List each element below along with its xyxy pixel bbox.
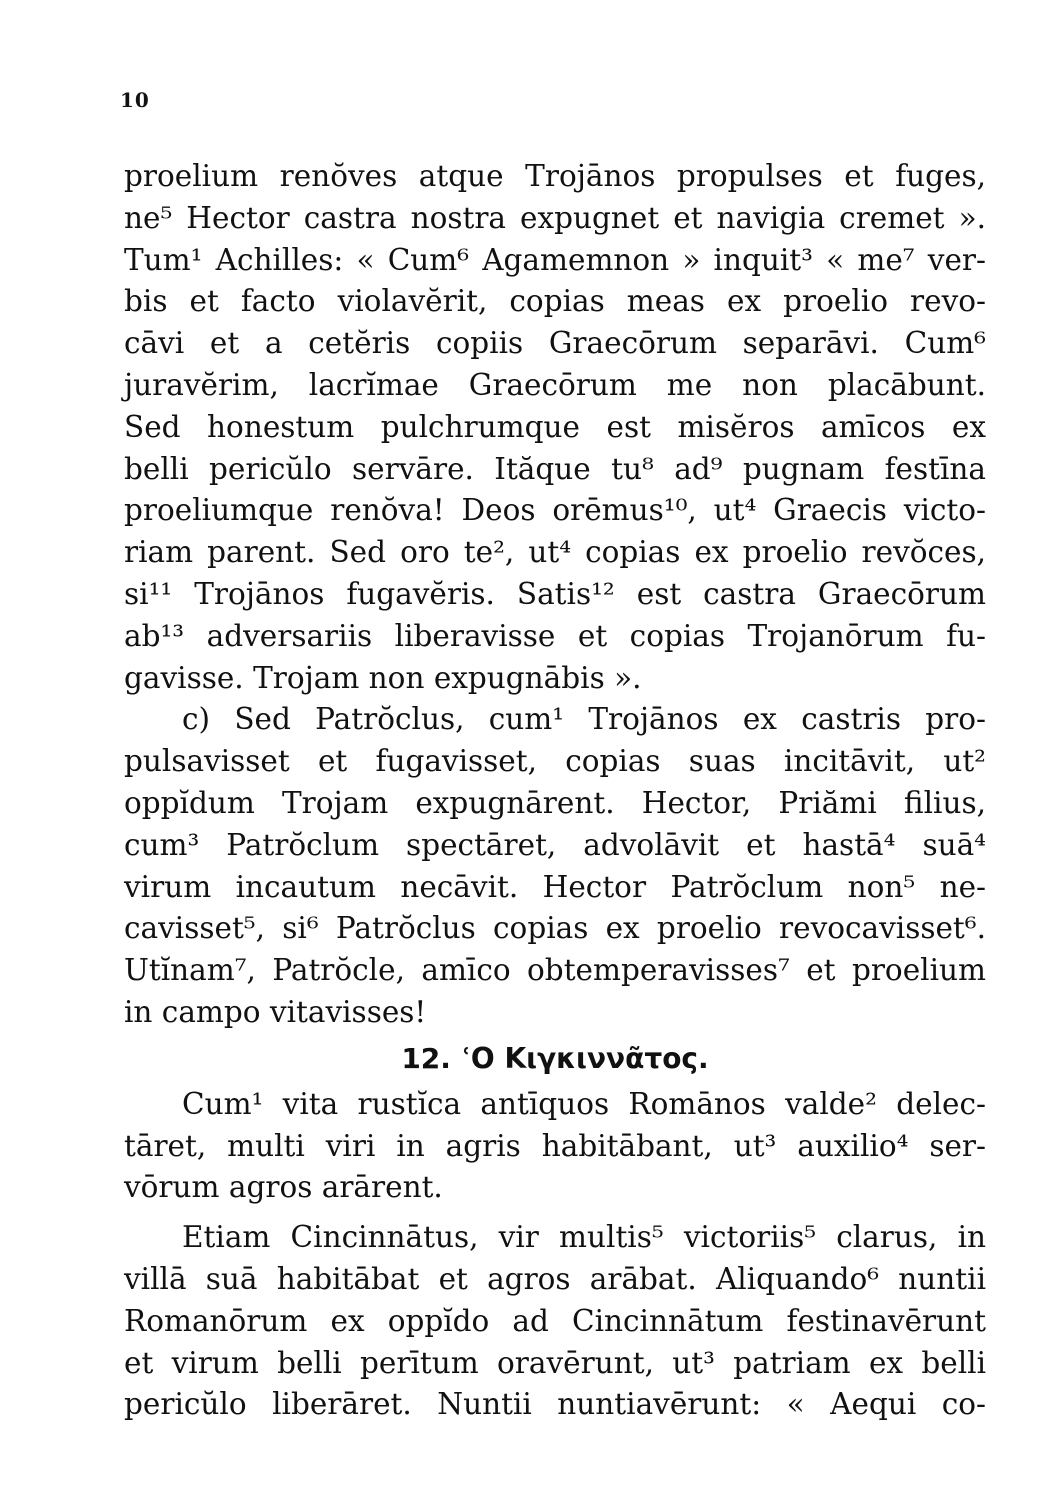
text-line: si¹¹ Trojānos fugavĕris. Satis¹² est castra Graecōrum bbox=[124, 576, 986, 611]
paragraph-gap bbox=[124, 1209, 986, 1217]
text-line: Tum¹ Achilles: « Cum⁶ Agamemnon » inquit³ « me⁷ ver- bbox=[124, 242, 986, 277]
page-number: 10 bbox=[120, 88, 150, 112]
text-line: oppĭdum Trojam expugnārent. Hector, Priămi filius, bbox=[124, 785, 986, 820]
text-line: pulsavisset et fugavisset, copias suas incitāvit, ut² bbox=[124, 744, 986, 779]
text-line: cāvi et a cetĕris copiis Graecōrum separāvi. Cum⁶ bbox=[124, 326, 986, 361]
text-line: proelium renŏves atque Trojānos propulses et fuges, bbox=[124, 159, 986, 193]
text-line: bis et facto violavĕrit, copias meas ex proelio revo- bbox=[124, 284, 986, 319]
text-line: cavisset⁵, si⁶ Patrŏclus copias ex proelio revocavisset⁶. bbox=[124, 911, 986, 946]
text-line: c) Sed Patrŏclus, cum¹ Trojānos ex castris pro- bbox=[182, 702, 986, 737]
text-line: Sed honestum pulchrumque est misĕros amīcos ex bbox=[124, 409, 986, 444]
text-line: riam parent. Sed oro te², ut⁴ copias ex proelio revŏces, bbox=[124, 535, 986, 570]
text-line: juravĕrim, lacrĭmae Graecōrum me non placābunt. bbox=[124, 367, 986, 402]
text-line: cum³ Patrŏclum spectāret, advolāvit et hastā⁴ suā⁴ bbox=[124, 827, 986, 862]
text-line: Etiam Cincinnātus, vir multis⁵ victoriis⁵ clarus, in bbox=[182, 1220, 986, 1255]
text-line: Cum¹ vita rustĭca antīquos Romānos valde² delec- bbox=[182, 1086, 986, 1121]
text-line: proeliumque renŏva! Deos orēmus¹⁰, ut⁴ Graecis victo- bbox=[124, 493, 986, 528]
text-line: ne⁵ Hector castra nostra expugnet et navigia cremet ». bbox=[124, 200, 986, 235]
text-line: ab¹³ adversariis liberavisse et copias Trojanōrum fu- bbox=[124, 618, 986, 653]
text-line: vōrum agros arārent. bbox=[124, 1170, 443, 1205]
text-line: in campo vitavisses! bbox=[124, 994, 427, 1029]
text-line: et virum belli perītum oravērunt, ut³ patriam ex belli bbox=[124, 1345, 986, 1380]
text-line: Romanōrum ex oppĭdo ad Cincinnātum festinavērunt bbox=[124, 1303, 986, 1338]
text-line: virum incautum necāvit. Hector Patrŏclum non⁵ ne- bbox=[124, 869, 986, 904]
text-line: gavisse. Trojam non expugnābis ». bbox=[124, 660, 642, 695]
page-text bbox=[124, 156, 986, 1426]
text-line: belli pericŭlo servāre. Ităque tu⁸ ad⁹ pugnam festīna bbox=[124, 451, 986, 486]
section-heading: 12. ʿΟ Κιγκιννᾶτος. bbox=[401, 1041, 709, 1075]
text-line: pericŭlo liberāret. Nuntii nuntiavērunt: « Aequi co- bbox=[124, 1387, 986, 1422]
text-line: villā suā habitābat et agros arābat. Aliquando⁶ nuntii bbox=[124, 1261, 986, 1296]
text-line: Utĭnam⁷, Patrŏcle, amīco obtemperavisses⁷ et proelium bbox=[124, 953, 986, 988]
text-line: tāret, multi viri in agris habitābant, ut³ auxilio⁴ ser- bbox=[124, 1128, 986, 1163]
